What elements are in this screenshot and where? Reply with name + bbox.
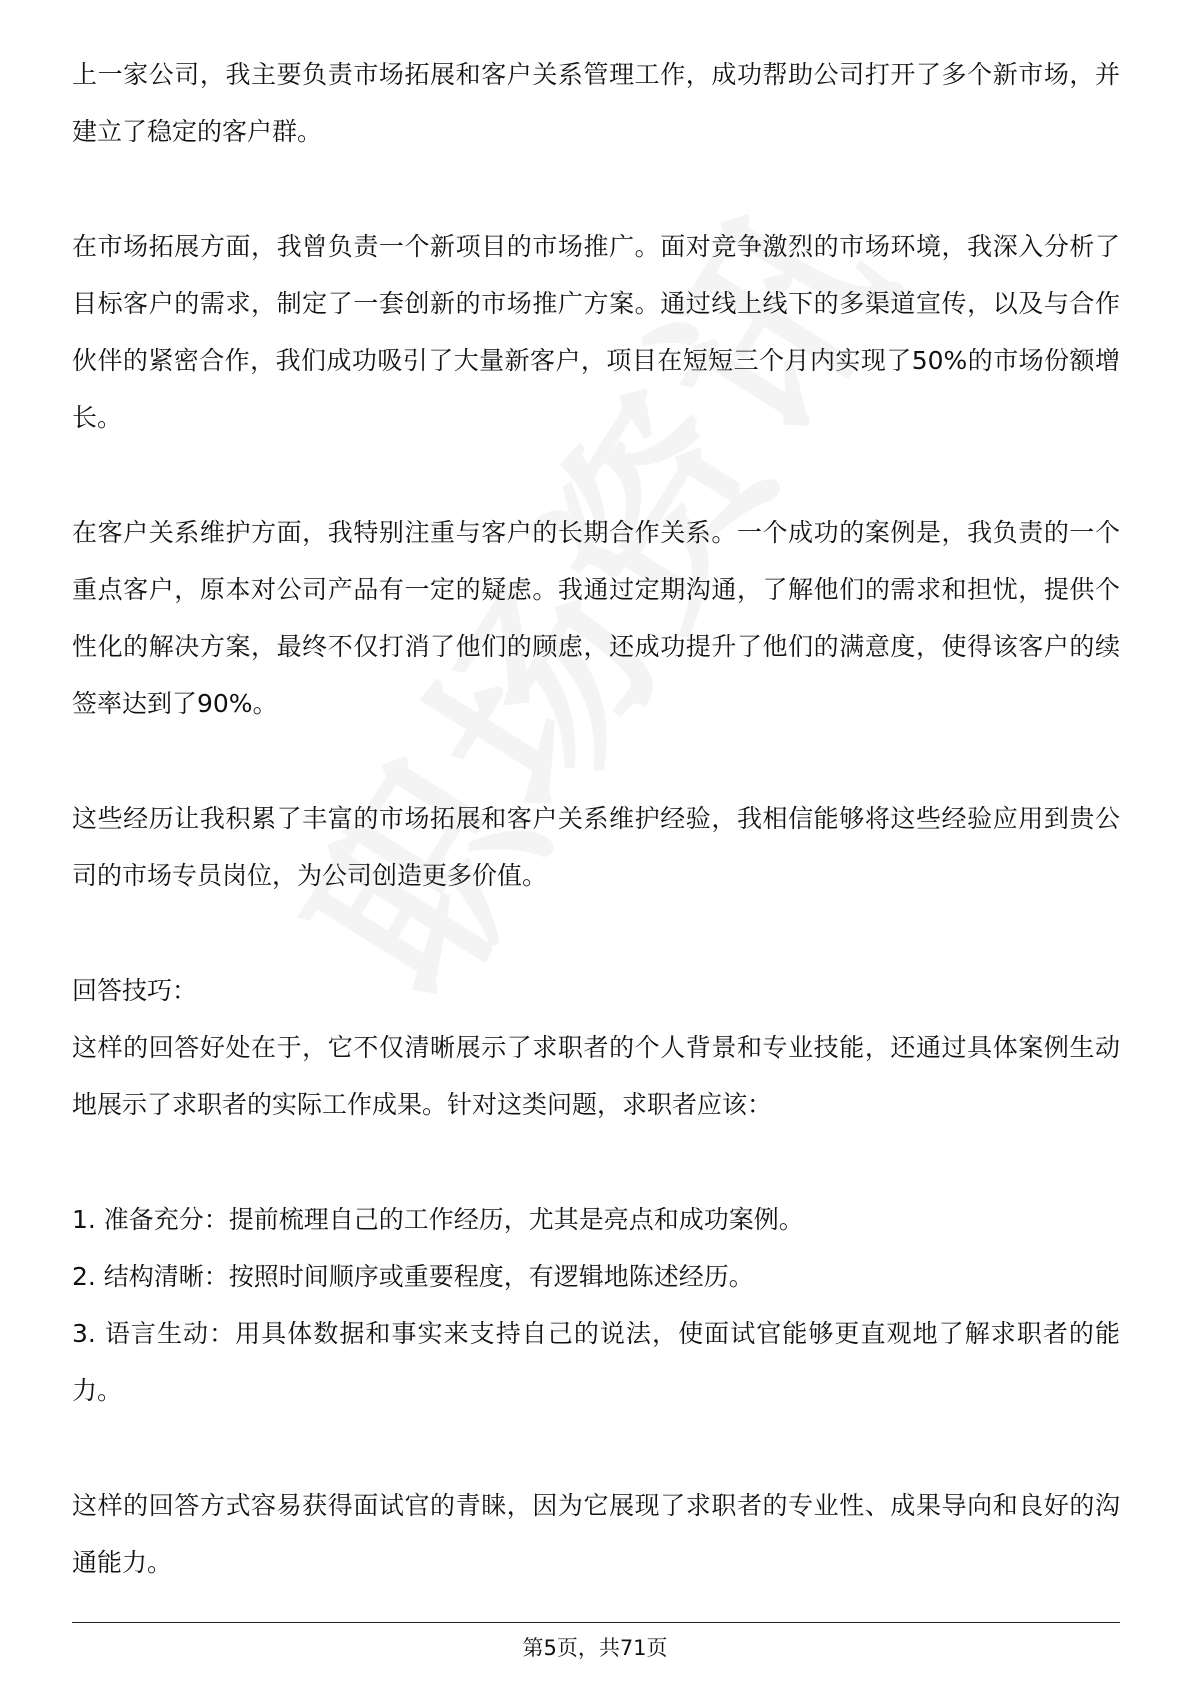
page-content [72,46,1120,1649]
list-item: 3. 语言生动：用具体数据和事实来支持自己的说法，使面试官能够更直观地了解求职者的能力。 [72,1319,1120,1405]
paragraph-experience-summary: 这些经历让我积累了丰富的市场拓展和客户关系维护经验，我相信能够将这些经验应用到贵公司的市场专员岗位，为公司创造更多价值。 [72,804,1120,890]
list-item: 2. 结构清晰：按照时间顺序或重要程度，有逻辑地陈述经历。 [72,1262,754,1291]
paragraph-market-expansion: 在市场拓展方面，我曾负责一个新项目的市场推广。面对竞争激烈的市场环境，我深入分析了目标客户的需求，制定了一套创新的市场推广方案。通过线上线下的多渠道宣传，以及与合作伙伴的紧密合作，我们成功吸引了大量新客户，项目在短短三个月内实现了50%的市场份额增长。 [72,232,1120,432]
tips-intro: 这样的回答好处在于，它不仅清晰展示了求职者的个人背景和专业技能，还通过具体案例生动地展示了求职者的实际工作成果。针对这类问题，求职者应该： [72,1033,1120,1119]
list-item: 1. 准备充分：提前梳理自己的工作经历，尤其是亮点和成功案例。 [72,1205,804,1234]
paragraph-conclusion: 这样的回答方式容易获得面试官的青睐，因为它展现了求职者的专业性、成果导向和良好的沟通能力。 [72,1491,1120,1577]
tips-heading: 回答技巧： [72,976,198,1005]
page-number: 第5页，共71页 [522,1636,668,1660]
paragraph-client-relations: 在客户关系维护方面，我特别注重与客户的长期合作关系。一个成功的案例是，我负责的一个重点客户，原本对公司产品有一定的疑虑。我通过定期沟通，了解他们的需求和担忧，提供个性化的解决方案，最终不仅打消了他们的顾虑，还成功提升了他们的满意度，使得该客户的续签率达到了90%。 [72,518,1120,718]
footer-divider [72,1622,1120,1623]
paragraph-experience-intro: 上一家公司，我主要负责市场拓展和客户关系管理工作，成功帮助公司打开了多个新市场，并建立了稳定的客户群。 [72,60,1120,146]
